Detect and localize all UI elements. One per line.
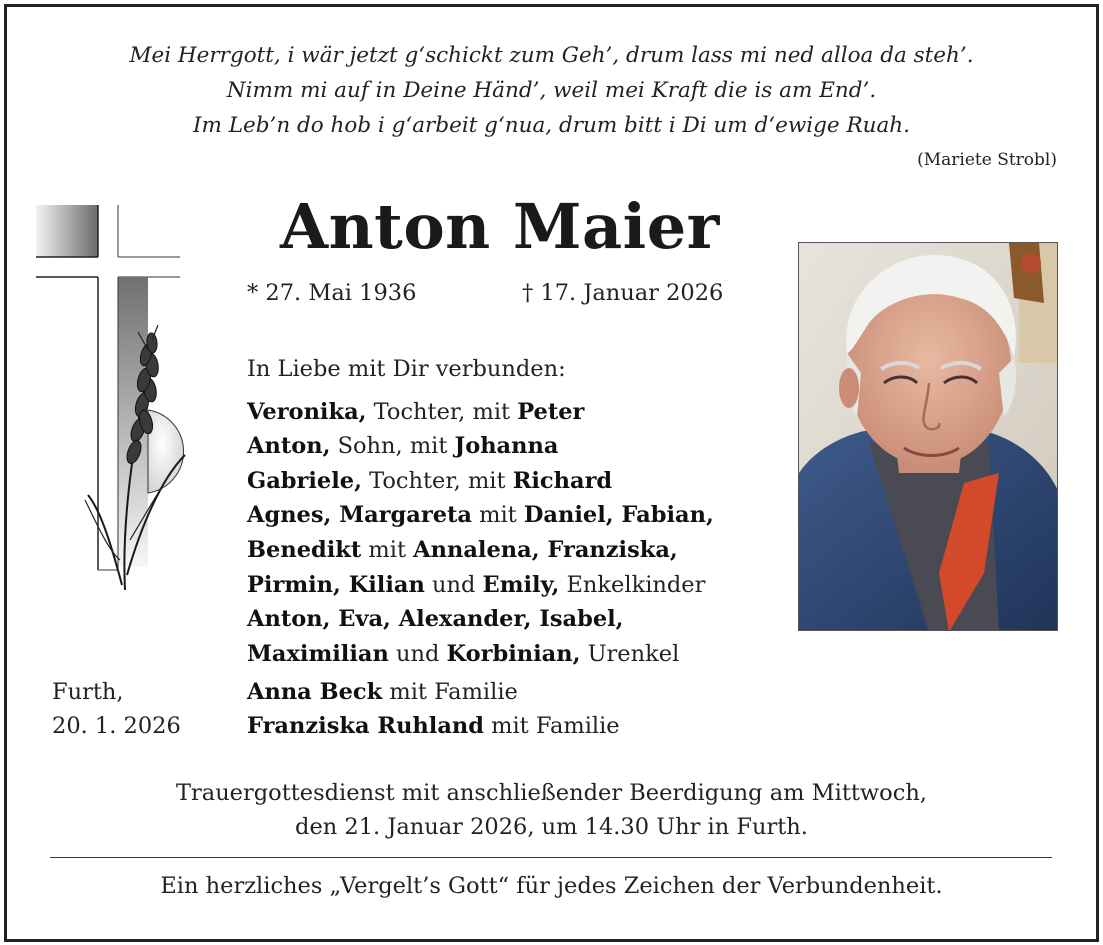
service-info xyxy=(0,776,1103,844)
cross-with-wheat-icon xyxy=(30,200,200,600)
mourner-line: Franziska Ruhland mit Familie xyxy=(247,713,620,739)
thanks-text: Ein herzliches „Vergelt’s Gott“ für jedes Zeichen der Verbundenheit. xyxy=(160,873,943,899)
poem-line: Nimm mi auf in Deine Händ’, weil mei Kraft die is am End’. xyxy=(226,78,877,103)
birth-date: * 27. Mai 1936 xyxy=(247,280,417,306)
service-line: den 21. Januar 2026, um 14.30 Uhr in Furth. xyxy=(295,814,808,840)
service-line: Trauergottesdienst mit anschließender Beerdigung am Mittwoch, xyxy=(176,780,927,806)
death-date: † 17. Januar 2026 xyxy=(522,280,724,306)
mourner-line: Gabriele, Tochter, mit Richard xyxy=(247,468,613,494)
poem-line: Mei Herrgott, i wär jetzt g‘schickt zum Geh’, drum lass mi ned alloa da steh’. xyxy=(129,43,974,68)
poem-line: Im Leb’n do hob i g‘arbeit g‘nua, drum bitt i Di um d‘ewige Ruah. xyxy=(193,113,910,138)
mourner-line: Anton, Sohn, mit Johanna xyxy=(247,433,559,459)
deceased-name: Anton Maier xyxy=(280,190,720,263)
mourner-line: Veronika, Tochter, mit Peter xyxy=(247,399,585,425)
mourner-line: Pirmin, Kilian und Emily, Enkelkinder xyxy=(247,572,706,598)
divider xyxy=(50,857,1052,858)
portrait-photo xyxy=(798,242,1058,631)
mourner-line: Maximilian und Korbinian, Urenkel xyxy=(247,641,680,667)
location-date: 20. 1. 2026 xyxy=(52,713,181,739)
portrait-illustration xyxy=(799,243,1058,631)
mourners-intro: In Liebe mit Dir verbunden: xyxy=(247,356,566,382)
poem xyxy=(0,38,1103,143)
location-place: Furth, xyxy=(52,679,124,705)
mourner-line: Agnes, Margareta mit Daniel, Fabian, xyxy=(247,502,714,528)
poem-author: (Mariete Strobl) xyxy=(917,150,1057,170)
mourner-line: Anna Beck mit Familie xyxy=(247,679,518,705)
mourner-line: Anton, Eva, Alexander, Isabel, xyxy=(247,606,624,632)
mourner-line: Benedikt mit Annalena, Franziska, xyxy=(247,537,678,563)
